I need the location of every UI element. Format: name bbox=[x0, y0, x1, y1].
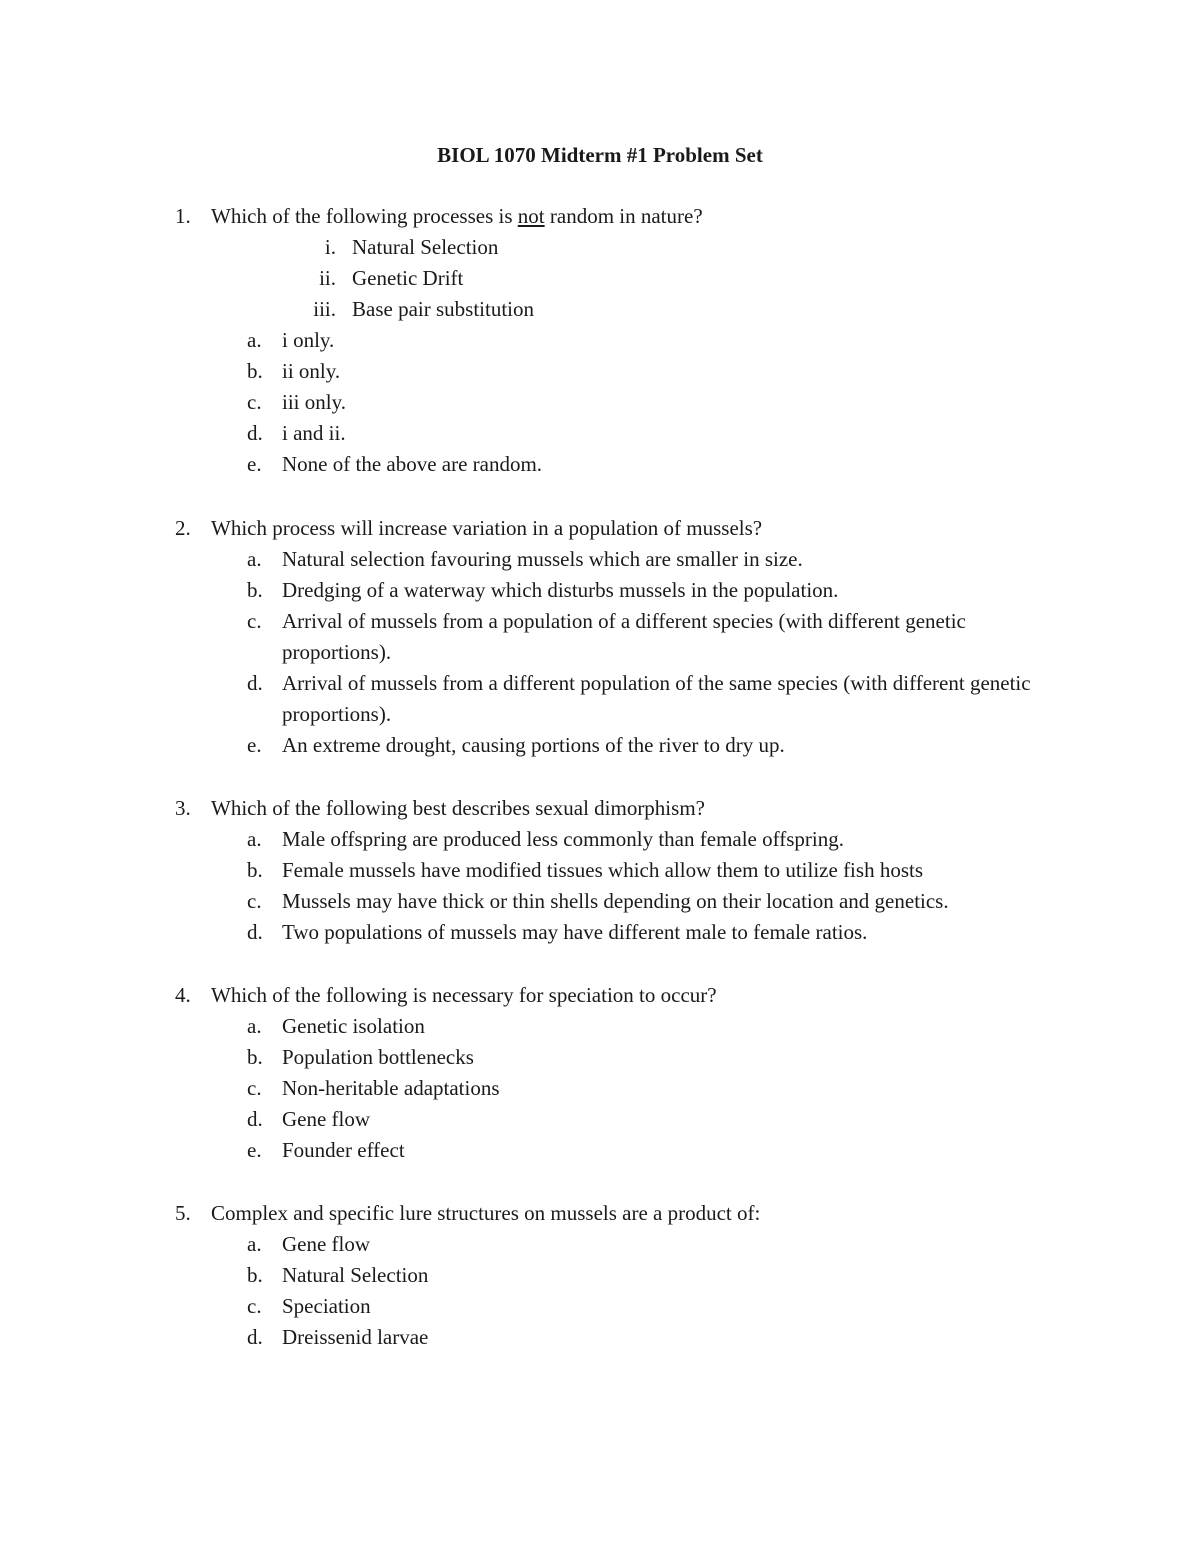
option-label: b. bbox=[247, 1263, 263, 1287]
question-stem bbox=[0, 513, 1200, 544]
question-number: 3. bbox=[175, 796, 191, 820]
option-text: i only. bbox=[282, 328, 335, 352]
question-stem bbox=[0, 980, 1200, 1011]
roman-item bbox=[0, 232, 1200, 263]
option-text: Founder effect bbox=[282, 1138, 405, 1162]
question-number: 2. bbox=[175, 516, 191, 540]
option bbox=[0, 668, 1200, 730]
option-label: b. bbox=[247, 578, 263, 602]
option-label: a. bbox=[247, 827, 262, 851]
option bbox=[0, 1042, 1200, 1073]
option-text: Genetic isolation bbox=[282, 1014, 425, 1038]
roman-text: Natural Selection bbox=[352, 235, 499, 259]
option bbox=[0, 1229, 1200, 1260]
roman-item bbox=[0, 294, 1200, 325]
question-4 bbox=[0, 980, 1200, 1166]
option bbox=[0, 387, 1200, 418]
option-text: Female mussels have modified tissues which allow them to utilize fish hosts bbox=[282, 858, 923, 882]
option-text: Mussels may have thick or thin shells depending on their location and genetics. bbox=[282, 889, 949, 913]
question-text: Complex and specific lure structures on mussels are a product of: bbox=[211, 1201, 761, 1225]
question-number: 4. bbox=[175, 983, 191, 1007]
roman-label: i. bbox=[324, 235, 336, 259]
option bbox=[0, 730, 1200, 761]
option-text: Speciation bbox=[282, 1294, 371, 1318]
option-label: d. bbox=[247, 920, 263, 944]
option-text: Natural Selection bbox=[282, 1263, 429, 1287]
option-text: None of the above are random. bbox=[282, 452, 543, 476]
option bbox=[0, 325, 1200, 356]
question-stem bbox=[0, 793, 1200, 824]
option-text: An extreme drought, causing portions of the river to dry up. bbox=[282, 733, 785, 757]
option-label: b. bbox=[247, 1045, 263, 1069]
option-label: c. bbox=[247, 609, 262, 633]
option-text: Non-heritable adaptations bbox=[282, 1076, 500, 1100]
option-label: c. bbox=[247, 1294, 262, 1318]
option-text: Two populations of mussels may have different male to female ratios. bbox=[282, 920, 868, 944]
roman-label: ii. bbox=[319, 266, 336, 290]
question-number: 1. bbox=[175, 204, 191, 228]
option bbox=[0, 1291, 1200, 1322]
question-stem bbox=[0, 1198, 1200, 1229]
option bbox=[0, 1135, 1200, 1166]
underlined-word: not bbox=[517, 204, 545, 228]
question-number: 5. bbox=[175, 1201, 191, 1225]
option-label: e. bbox=[247, 733, 262, 757]
option-label: a. bbox=[247, 1014, 262, 1038]
option-label: b. bbox=[247, 359, 263, 383]
option-label: d. bbox=[247, 421, 263, 445]
option-text: Natural selection favouring mussels which are smaller in size. bbox=[282, 547, 803, 571]
option-label: a. bbox=[247, 547, 262, 571]
option-label: a. bbox=[247, 328, 262, 352]
option-text: Population bottlenecks bbox=[282, 1045, 474, 1069]
roman-label: iii. bbox=[313, 297, 336, 321]
option bbox=[0, 1260, 1200, 1291]
option-label: d. bbox=[247, 671, 263, 695]
question-text: Which of the following is necessary for speciation to occur? bbox=[211, 983, 717, 1007]
question-5 bbox=[0, 1198, 1200, 1353]
option-text: iii only. bbox=[282, 390, 346, 414]
roman-item bbox=[0, 263, 1200, 294]
option bbox=[0, 356, 1200, 387]
option bbox=[0, 1322, 1200, 1353]
question-stem bbox=[0, 201, 1200, 232]
option bbox=[0, 575, 1200, 606]
option-label: e. bbox=[247, 452, 262, 476]
option bbox=[0, 824, 1200, 855]
option-label: c. bbox=[247, 889, 262, 913]
option bbox=[0, 1104, 1200, 1135]
roman-text: Base pair substitution bbox=[352, 297, 534, 321]
option-label: a. bbox=[247, 1232, 262, 1256]
question-1 bbox=[0, 201, 1200, 480]
option-text: Arrival of mussels from a different population of the same species (with different genetic proportions). bbox=[282, 671, 1031, 726]
question-2 bbox=[0, 513, 1200, 761]
option bbox=[0, 449, 1200, 480]
option-label: d. bbox=[247, 1325, 263, 1349]
option bbox=[0, 855, 1200, 886]
option-text: Male offspring are produced less commonly than female offspring. bbox=[282, 827, 844, 851]
document-title: BIOL 1070 Midterm #1 Problem Set bbox=[437, 143, 763, 167]
question-text: Which process will increase variation in a population of mussels? bbox=[211, 516, 763, 540]
question-3 bbox=[0, 793, 1200, 948]
option bbox=[0, 418, 1200, 449]
option-text: ii only. bbox=[282, 359, 341, 383]
option bbox=[0, 544, 1200, 575]
option-label: e. bbox=[247, 1138, 262, 1162]
question-text-part: Which of the following processes is bbox=[211, 204, 518, 228]
roman-text: Genetic Drift bbox=[352, 266, 464, 290]
option bbox=[0, 1011, 1200, 1042]
option-text: i and ii. bbox=[282, 421, 346, 445]
question-text bbox=[211, 201, 703, 232]
option-label: b. bbox=[247, 858, 263, 882]
option-label: c. bbox=[247, 1076, 262, 1100]
question-text-part: random in nature? bbox=[544, 204, 703, 228]
option bbox=[0, 886, 1200, 917]
option-text: Gene flow bbox=[282, 1232, 371, 1256]
option bbox=[0, 917, 1200, 948]
option bbox=[0, 1073, 1200, 1104]
option-text: Arrival of mussels from a population of a different species (with different genetic proportions). bbox=[282, 609, 966, 664]
option-label: c. bbox=[247, 390, 262, 414]
option-text: Dredging of a waterway which disturbs mussels in the population. bbox=[282, 578, 839, 602]
option-text: Dreissenid larvae bbox=[282, 1325, 429, 1349]
question-text: Which of the following best describes sexual dimorphism? bbox=[211, 796, 705, 820]
option bbox=[0, 606, 1200, 668]
option-text: Gene flow bbox=[282, 1107, 371, 1131]
option-label: d. bbox=[247, 1107, 263, 1131]
